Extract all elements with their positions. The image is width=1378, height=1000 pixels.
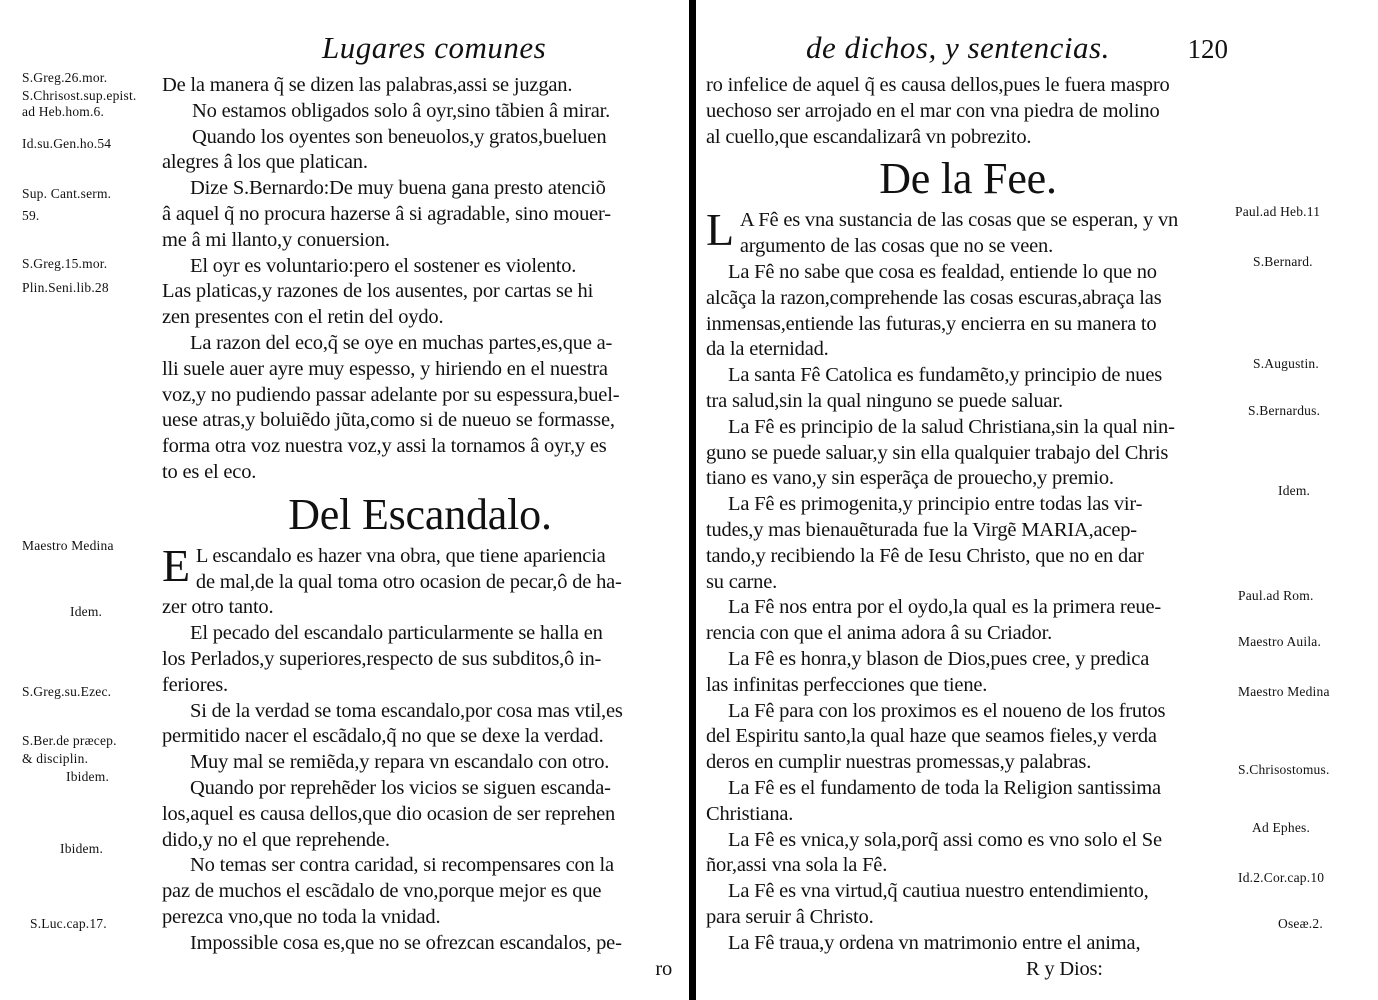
text-line: La razon del eco,q̃ se oye en muchas partes,es,que a- bbox=[190, 331, 613, 354]
text-line: Quando por reprehẽder los vicios se siguen escanda- bbox=[190, 776, 611, 799]
text-line: ro infelice de aquel q̃ es causa dellos,pues le fuera maspro bbox=[706, 74, 1170, 96]
text-line: da la eternidad. bbox=[706, 338, 829, 361]
margin-note: Plin.Seni.lib.28 bbox=[22, 280, 109, 295]
margin-note: S.Bernard. bbox=[1253, 254, 1313, 269]
text-line: Las platicas,y razones de los ausentes, por cartas se hi bbox=[162, 280, 594, 303]
text-line: su carne. bbox=[706, 570, 778, 593]
margin-note: Oseæ.2. bbox=[1278, 916, 1323, 931]
text-line: argumento de las cosas que no se veen. bbox=[739, 235, 1053, 258]
text-line: voz,y no pudiendo passar adelante por su espessura,buel- bbox=[162, 383, 620, 406]
text-line: ro bbox=[655, 957, 672, 980]
text-line: Si de la verdad se toma escandalo,por cosa mas vtil,es bbox=[190, 699, 623, 722]
section-heading-escandalo: Del Escandalo. bbox=[288, 489, 552, 539]
text-line: De la manera q̃ se dizen las palabras,assi se juzgan. bbox=[162, 74, 573, 96]
text-line: de mal,de la qual toma otro ocasion de pecar,ô de ha- bbox=[195, 570, 622, 593]
text-line: No temas ser contra caridad, si recompensares con la bbox=[190, 854, 614, 877]
margin-note: Paul.ad Rom. bbox=[1238, 588, 1314, 603]
text-line: paz de muchos el escãdalo de vno,porque mejor es que bbox=[162, 880, 602, 903]
text-line: tando,y recibiendo la Fê de Iesu Christo, que no en dar bbox=[706, 544, 1144, 567]
text-line: Christiana. bbox=[706, 802, 794, 825]
margin-note: Maestro Medina bbox=[1238, 684, 1330, 699]
text-line: Muy mal se remiẽda,y repara vn escandalo con otro. bbox=[190, 751, 610, 774]
text-line: Impossible cosa es,que no se ofrezcan escandalos, pe- bbox=[190, 931, 622, 954]
margin-note: Ibidem. bbox=[66, 769, 110, 784]
text-line: La Fê es vnica,y sola,porq̃ assi como es vno solo el Se bbox=[728, 828, 1162, 851]
right-page bbox=[700, 0, 1378, 1000]
text-line: feriores. bbox=[162, 673, 228, 696]
text-line: La Fê traua,y ordena vn matrimonio entre el anima, bbox=[728, 931, 1141, 954]
text-line: forma otra voz nuestra voz,y assi la tornamos â oyr,y es bbox=[162, 435, 607, 458]
text-line: perezca vno,que no toda la vnidad. bbox=[162, 905, 441, 928]
text-line: uese atras,y boluiẽdo jũta,como si de nueuo se formasse, bbox=[162, 409, 615, 432]
gutter-divider bbox=[689, 0, 696, 1000]
text-line: tiano es vano,y sin esperãça de prouecho,y premio. bbox=[706, 467, 1114, 490]
right-text-column bbox=[706, 73, 1230, 982]
margin-note: S.Luc.cap.17. bbox=[30, 916, 107, 931]
text-line: La Fê nos entra por el oydo,la qual es la primera reue- bbox=[728, 596, 1161, 619]
margin-note: Maestro Medina bbox=[22, 538, 114, 553]
margin-note: Id.su.Gen.ho.54 bbox=[22, 136, 112, 151]
text-line: No estamos obligados solo â oyr,sino tãbien â mirar. bbox=[192, 99, 611, 122]
text-line: zen presentes con el retin del oydo. bbox=[162, 306, 444, 329]
margin-note: S.Ber.de præcep. bbox=[22, 733, 117, 748]
margin-note: S.Greg.su.Ezec. bbox=[22, 684, 112, 699]
text-line: El pecado del escandalo particularmente se halla en bbox=[190, 622, 603, 645]
margin-note: S.Bernardus. bbox=[1248, 403, 1321, 418]
text-line: permitido nacer el escãdalo,q̃ no que se dexe la verdad. bbox=[162, 725, 604, 748]
text-line: uechoso ser arrojado en el mar con vna piedra de molino bbox=[706, 99, 1160, 122]
drop-cap: L bbox=[706, 208, 734, 256]
margin-note: 59. bbox=[22, 208, 40, 223]
section-heading-fee: De la Fee. bbox=[879, 154, 1057, 204]
text-line: alegres â los que platican. bbox=[162, 151, 368, 174]
escandalo-opening bbox=[162, 544, 678, 596]
text-line: del Espiritu santo,la qual haze que seamos fieles,y verda bbox=[706, 725, 1157, 748]
right-running-head: de dichos, y sentencias. bbox=[806, 30, 1110, 65]
text-line: los,aquel es causa dellos,que dio ocasion de ser reprehen bbox=[162, 802, 616, 825]
left-text-column bbox=[162, 73, 678, 982]
page-number: 120 bbox=[1187, 34, 1228, 64]
margin-note: S.Augustin. bbox=[1253, 356, 1319, 371]
margin-note: Paul.ad Heb.11 bbox=[1235, 204, 1321, 219]
text-line: L escandalo es hazer vna obra, que tiene apariencia bbox=[195, 544, 606, 567]
text-line: guno se puede saluar,y sin ella qualquier trabajo del Chris bbox=[706, 441, 1169, 464]
text-line: deros en cumplir nuestras promessas,y palabras. bbox=[706, 751, 1092, 774]
text-line: La Fê es honra,y blason de Dios,pues cree, y predica bbox=[728, 647, 1150, 670]
text-line: al cuello,que escandalizarâ vn pobrezito. bbox=[706, 125, 1032, 148]
text-line: los Perlados,y superiores,respecto de sus subditos,ô in- bbox=[162, 647, 602, 670]
text-line: La Fê es vna virtud,q̃ cautiua nuestro entendimiento, bbox=[728, 880, 1149, 903]
margin-note: Id.2.Cor.cap.10 bbox=[1238, 870, 1325, 885]
text-line: tudes,y mas bienauẽturada fue la Virgẽ MARIA,acep- bbox=[706, 518, 1137, 541]
text-line: El oyr es voluntario:pero el sostener es violento. bbox=[190, 254, 577, 277]
text-line: tra salud,sin la qual ninguno se puede saluar. bbox=[706, 389, 1063, 412]
margin-note: S.Greg.26.mor. bbox=[22, 70, 108, 85]
text-line: La Fê no sabe que cosa es fealdad, entiende lo que no bbox=[728, 260, 1157, 283]
text-line: La Fê es el fundamento de toda la Religion santissima bbox=[728, 776, 1161, 799]
drop-cap: E bbox=[162, 543, 190, 591]
margin-note: S.Chrisost.sup.epist. bbox=[22, 88, 137, 103]
text-line: Quando los oyentes son beneuolos,y gratos,bueluen bbox=[192, 125, 607, 148]
text-line: rencia con que el anima adora â su Criador. bbox=[706, 622, 1053, 645]
signature-catchword: R y Dios: bbox=[1026, 957, 1103, 980]
margin-note: & disciplin. bbox=[22, 751, 89, 766]
text-line: La Fê es primogenita,y principio entre todas las vir- bbox=[728, 493, 1143, 516]
margin-note: Ad Ephes. bbox=[1252, 820, 1311, 835]
margin-note: ad Heb.hom.6. bbox=[22, 104, 105, 119]
text-line: me â mi llanto,y conuersion. bbox=[162, 228, 390, 251]
margin-note: Maestro Auila. bbox=[1238, 634, 1322, 649]
text-line: dido,y no el que reprehende. bbox=[162, 828, 390, 851]
margin-note: Idem. bbox=[1278, 483, 1311, 498]
text-line: â aquel q̃ no procura hazerse â si agradable, sino mouer- bbox=[162, 202, 611, 225]
text-line: para seruir â Christo. bbox=[706, 905, 874, 928]
text-line: ñor,assi vna sola la Fê. bbox=[706, 854, 888, 877]
fee-opening bbox=[706, 208, 1230, 260]
text-line: inmensas,entiende las futuras,y encierra en su manera to bbox=[706, 312, 1157, 335]
text-line: alcãça la razon,comprehende las cosas escuras,abraça las bbox=[706, 286, 1162, 309]
text-line: zer otro tanto. bbox=[162, 596, 274, 619]
text-line: A Fê es vna sustancia de las cosas que se esperan, y vn bbox=[739, 209, 1179, 232]
margin-note: Sup. Cant.serm. bbox=[22, 186, 112, 201]
margin-note: S.Greg.15.mor. bbox=[22, 256, 108, 271]
text-line: to es el eco. bbox=[162, 460, 257, 483]
margin-note: Idem. bbox=[70, 604, 103, 619]
margin-note: S.Chrisostomus. bbox=[1238, 762, 1330, 777]
left-page bbox=[0, 0, 686, 1000]
text-line: las infinitas perfecciones que tiene. bbox=[706, 673, 988, 696]
margin-note: Ibidem. bbox=[60, 841, 104, 856]
text-line: La Fê para con los proximos es el noueno de los frutos bbox=[728, 699, 1166, 722]
text-line: La santa Fê Catolica es fundamẽto,y principio de nues bbox=[728, 364, 1163, 387]
text-line: lli suele auer ayre muy espesso, y hiriendo en el nuestra bbox=[162, 357, 608, 380]
text-line: La Fê es principio de la salud Christiana,sin la qual nin- bbox=[728, 415, 1175, 438]
text-line: Dize S.Bernardo:De muy buena gana presto atenciõ bbox=[190, 177, 606, 200]
left-running-head: Lugares comunes bbox=[322, 30, 547, 65]
